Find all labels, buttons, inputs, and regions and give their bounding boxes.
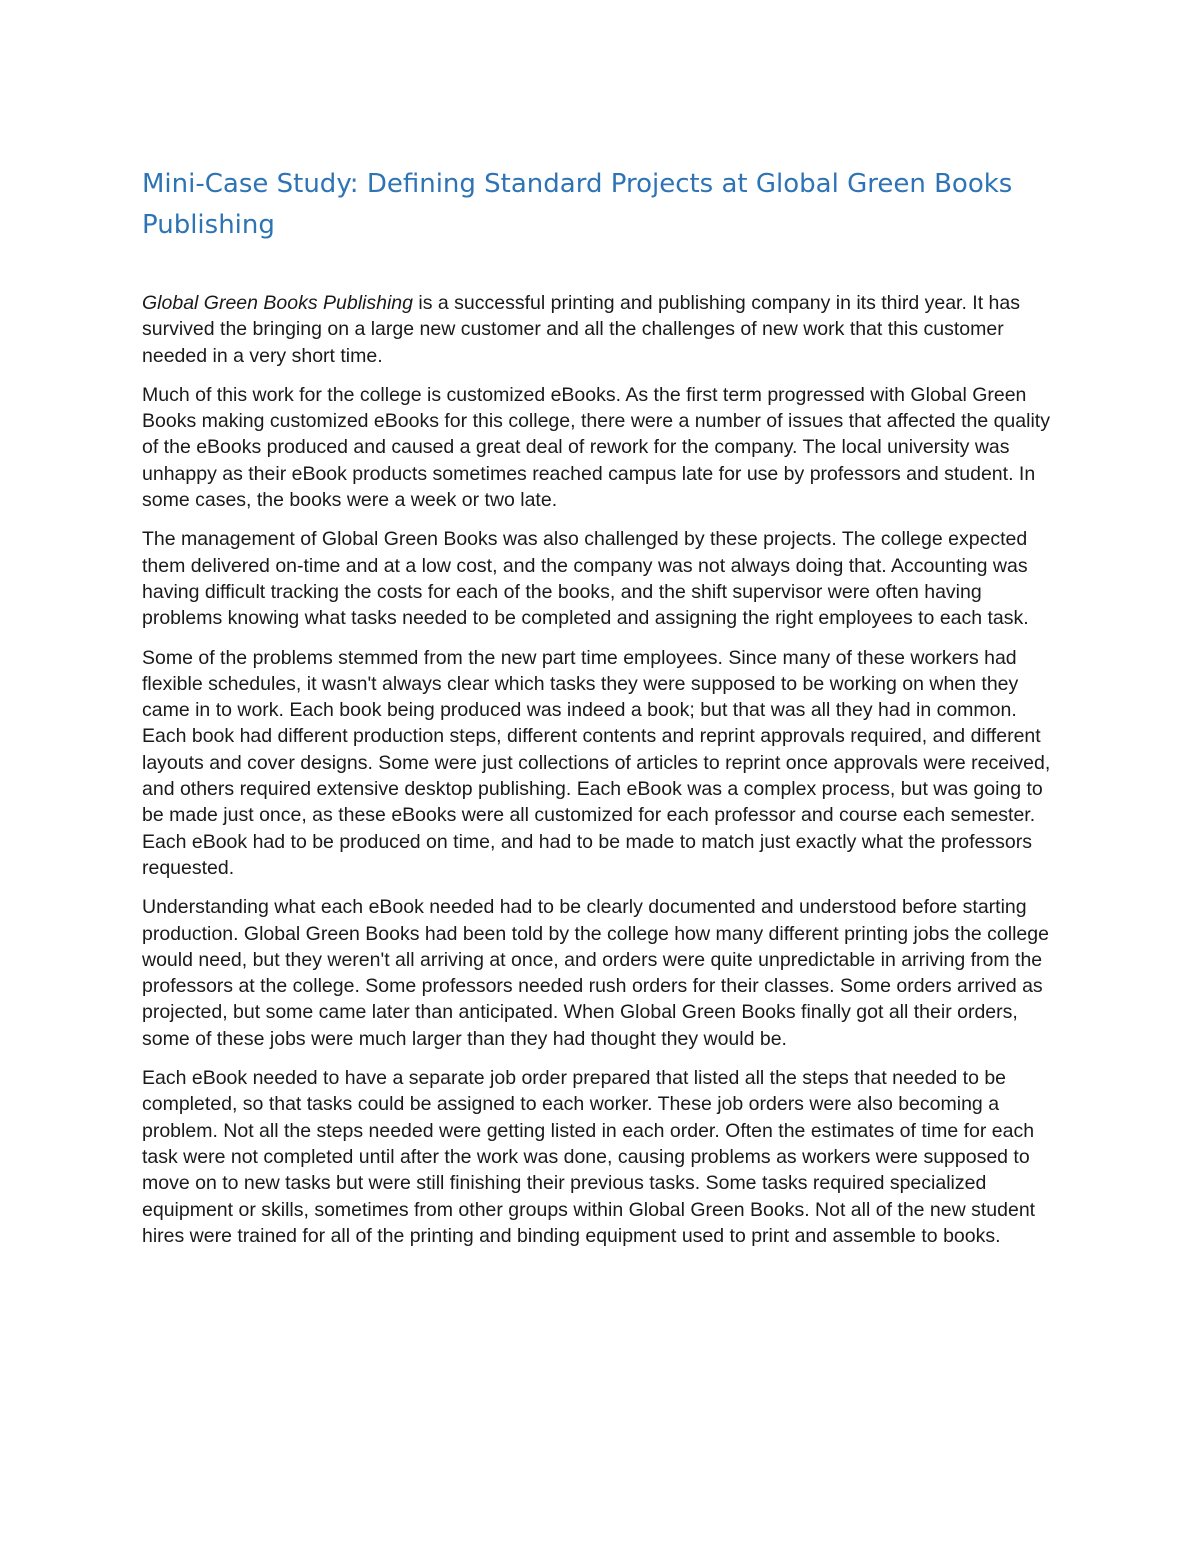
paragraph-text: is a successful printing and publishing company in its third year. It has survived the bringing on a large new customer and all the challenges of new work that this customer needed in a very short time. (142, 292, 1020, 367)
document-body (142, 290, 1062, 1249)
paragraph-ebooks (142, 382, 1062, 513)
document-content (142, 164, 1062, 1262)
page-title: Mini-Case Study: Defining Standard Projects at Global Green Books Publishing (142, 169, 1013, 240)
paragraph-text: The management of Global Green Books was also challenged by these projects. The college expected them delivered on-time and at a low cost, and the company was not always doing that. Accounting was having difficult tracking the costs for each of the books, and the shift supervisor were often having problems knowing what tasks needed to be completed and assigning the right employees to each task. (142, 528, 1029, 630)
paragraph-job-orders (142, 1065, 1062, 1249)
paragraph-understanding (142, 894, 1062, 1052)
paragraph-text: Understanding what each eBook needed had to be clearly documented and understood before starting production. Global Green Books had been told by the college how many different printing jobs the college would need, but they weren't all arriving at once, and orders were quite unpredictable in arriving from the professors at the college. Some professors needed rush orders for their classes. Some orders arrived as projected, but some came later than anticipated. When Global Green Books finally got all their orders, some of these jobs were much larger than they had thought they would be. (142, 896, 1049, 1050)
paragraph-intro (142, 290, 1062, 369)
paragraph-text: Some of the problems stemmed from the new part time employees. Since many of these workers had flexible schedules, it wasn't always clear which tasks they were supposed to be working on when they came in to work. Each book being produced was indeed a book; but that was all they had in common. Each book had different production steps, different contents and reprint approvals required, and different layouts and cover designs. Some were just collections of articles to reprint once approvals were received, and others required extensive desktop publishing. Each eBook was a complex process, but was going to be made just once, as these eBooks were all customized for each professor and course each semester. Each eBook had to be produced on time, and had to be made to match just exactly what the professors requested. (142, 646, 1051, 879)
paragraph-text: Each eBook needed to have a separate job order prepared that listed all the steps that needed to be completed, so that tasks could be assigned to each worker. These job orders were also becoming a problem. Not all the steps needed were getting listed in each order. Often the estimates of time for each task were not completed until after the work was done, causing problems as workers were supposed to move on to new tasks but were still finishing their previous tasks. Some tasks required specialized equipment or skills, sometimes from other groups within Global Green Books. Not all of the new student hires were trained for all of the printing and binding equipment used to print and assemble to books. (142, 1067, 1036, 1247)
paragraph-text: Much of this work for the college is customized eBooks. As the first term progressed with Global Green Books making customized eBooks for this college, there were a number of issues that affected the quality of the eBooks produced and caused a great deal of rework for the company. The local university was unhappy as their eBook products sometimes reached campus late for use by professors and student. In some cases, the books were a week or two late. (142, 383, 1050, 512)
company-name-italic: Global Green Books Publishing (142, 292, 413, 314)
paragraph-management (142, 526, 1062, 631)
paragraph-employees (142, 645, 1062, 882)
